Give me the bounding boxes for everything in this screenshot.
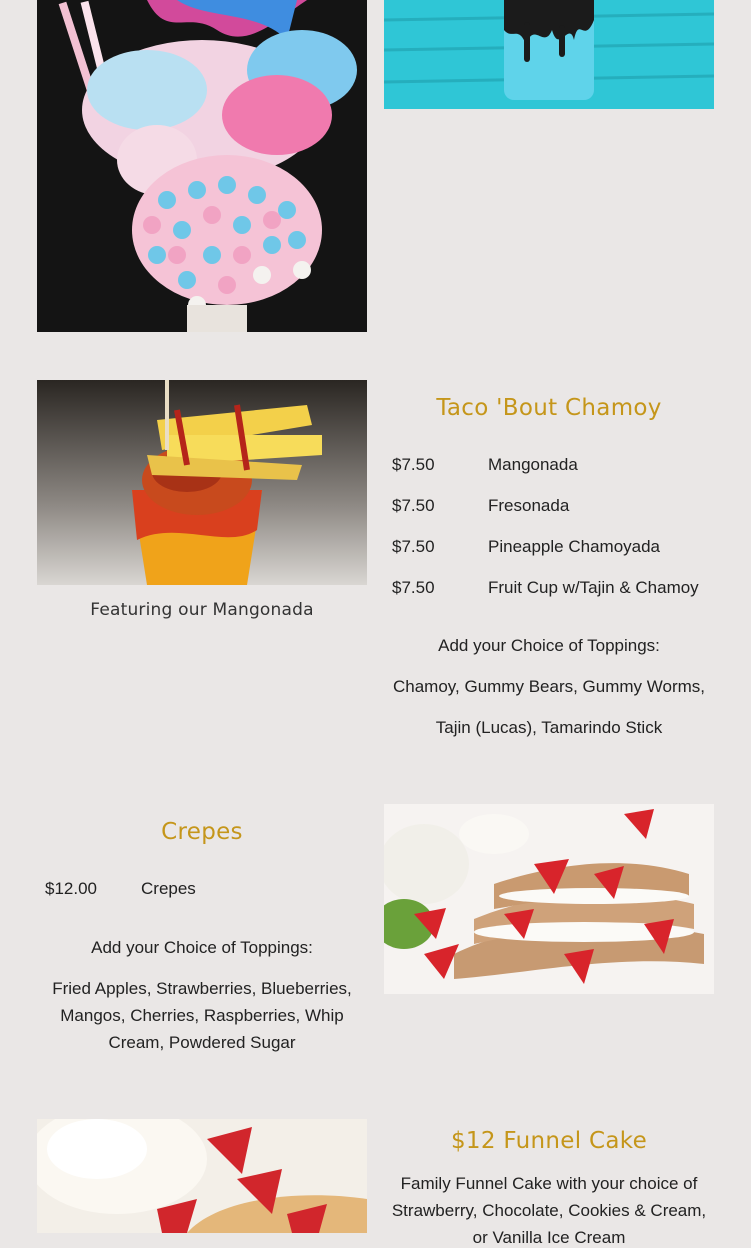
menu-item-row bbox=[392, 537, 712, 559]
menu-item-row bbox=[392, 496, 712, 518]
cotton-candy-shake-image bbox=[37, 0, 367, 332]
menu-item-name: Fresonada bbox=[488, 496, 570, 515]
funnel-cake-title: $12 Funnel Cake bbox=[450, 1128, 648, 1154]
chamoy-toppings-list: Tajin (Lucas), Tamarindo Stick bbox=[435, 718, 663, 737]
menu-item-row bbox=[392, 455, 712, 477]
chamoy-section-title: Taco 'Bout Chamoy bbox=[436, 395, 662, 421]
crepes-section-title: Crepes bbox=[161, 819, 243, 845]
chamoy-toppings-heading: Add your Choice of Toppings: bbox=[438, 636, 660, 655]
chamoy-toppings-list: Chamoy, Gummy Bears, Gummy Worms, bbox=[392, 677, 706, 696]
funnel-cake-description: Strawberry, Chocolate, Cookies & Cream, bbox=[391, 1201, 707, 1220]
menu-item-name: Fruit Cup w/Tajin & Chamoy bbox=[488, 578, 699, 597]
menu-item-price: $7.50 bbox=[392, 496, 435, 515]
funnel-cake-image bbox=[37, 1119, 367, 1233]
menu-item-price: $12.00 bbox=[45, 879, 97, 898]
mangonada-caption: Featuring our Mangonada bbox=[90, 600, 314, 620]
crepes-image bbox=[384, 804, 714, 994]
menu-item-row bbox=[45, 879, 365, 901]
crepes-toppings-list: Mangos, Cherries, Raspberries, Whip bbox=[60, 1006, 344, 1025]
crepes-toppings-list: Cream, Powdered Sugar bbox=[108, 1033, 296, 1052]
crepes-toppings-list: Fried Apples, Strawberries, Blueberries, bbox=[52, 979, 352, 998]
menu-item-price: $7.50 bbox=[392, 455, 435, 474]
menu-item-name: Crepes bbox=[141, 879, 196, 898]
menu-item-price: $7.50 bbox=[392, 578, 435, 597]
funnel-cake-description: or Vanilla Ice Cream bbox=[472, 1228, 626, 1247]
funnel-cake-description: Family Funnel Cake with your choice of bbox=[400, 1174, 698, 1193]
menu-item-name: Pineapple Chamoyada bbox=[488, 537, 661, 556]
crepes-toppings-heading: Add your Choice of Toppings: bbox=[91, 938, 313, 957]
blue-shake-image bbox=[384, 0, 714, 109]
menu-item-row bbox=[392, 578, 712, 600]
mangonada-image bbox=[37, 380, 367, 585]
menu-item-name: Mangonada bbox=[488, 455, 578, 474]
menu-item-price: $7.50 bbox=[392, 537, 435, 556]
